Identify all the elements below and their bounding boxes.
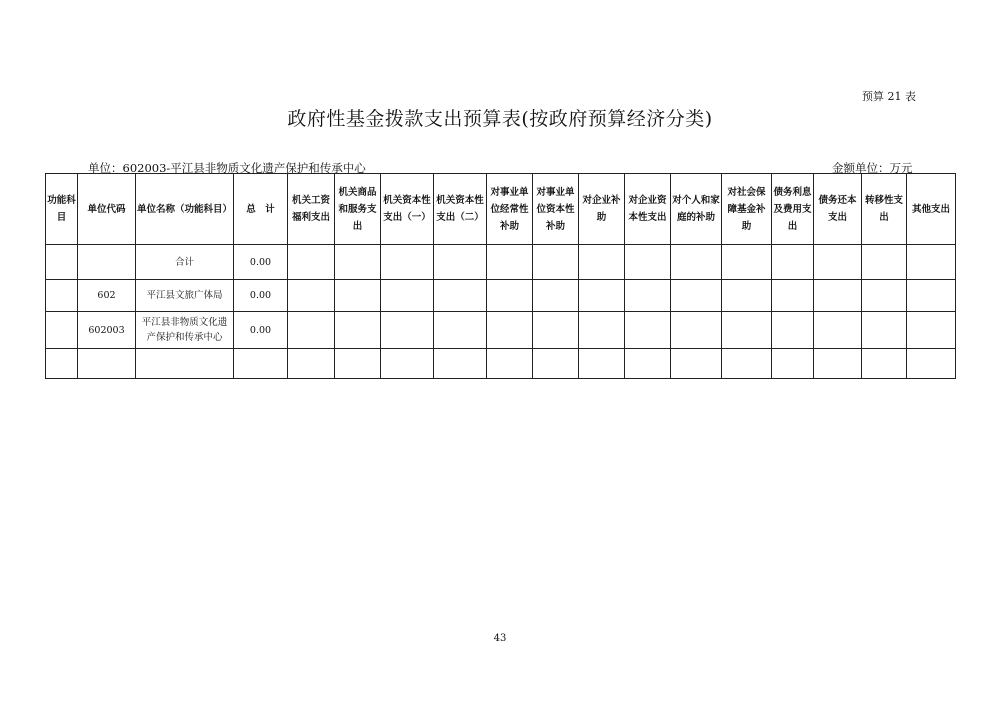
value-cell	[533, 245, 579, 280]
unit-name-cell: 合计	[136, 245, 234, 280]
unit-code-cell	[78, 349, 136, 379]
value-cell	[722, 245, 772, 280]
value-cell	[907, 245, 956, 280]
value-cell	[862, 245, 907, 280]
value-cell	[814, 280, 862, 312]
column-header: 转移性支出	[862, 174, 907, 245]
column-header: 机关商品和服务支出	[335, 174, 381, 245]
value-cell	[907, 349, 956, 379]
column-header: 单位代码	[78, 174, 136, 245]
value-cell	[907, 280, 956, 312]
table-row	[46, 349, 956, 379]
function-subject-cell	[46, 280, 78, 312]
value-cell	[862, 349, 907, 379]
page-title: 政府性基金拨款支出预算表(按政府预算经济分类)	[287, 108, 713, 130]
value-cell	[434, 280, 487, 312]
value-cell	[487, 349, 533, 379]
column-header: 对事业单位经常性补助	[487, 174, 533, 245]
column-header: 总 计	[234, 174, 288, 245]
value-cell	[288, 280, 335, 312]
value-cell	[487, 245, 533, 280]
column-header: 机关工资福利支出	[288, 174, 335, 245]
value-cell	[772, 349, 814, 379]
unit-name-cell: 平江县非物质文化遗产保护和传承中心	[136, 312, 234, 349]
column-header: 单位名称（功能科目）	[136, 174, 234, 245]
value-cell	[434, 245, 487, 280]
column-header: 对事业单位资本性补助	[533, 174, 579, 245]
value-cell	[533, 280, 579, 312]
header-row	[46, 174, 956, 245]
value-cell	[722, 280, 772, 312]
value-cell	[579, 312, 625, 349]
total-cell: 0.00	[234, 312, 288, 349]
function-subject-cell	[46, 245, 78, 280]
value-cell	[814, 245, 862, 280]
column-header: 债务利息及费用支出	[772, 174, 814, 245]
column-header: 其他支出	[907, 174, 956, 245]
total-cell	[234, 349, 288, 379]
unit-name-cell: 平江县文旅广体局	[136, 280, 234, 312]
column-header: 对企业资本性支出	[625, 174, 671, 245]
value-cell	[381, 280, 434, 312]
value-cell	[722, 312, 772, 349]
value-cell	[625, 312, 671, 349]
column-header: 债务还本支出	[814, 174, 862, 245]
value-cell	[335, 280, 381, 312]
value-cell	[487, 280, 533, 312]
value-cell	[579, 245, 625, 280]
value-cell	[862, 312, 907, 349]
function-subject-cell	[46, 312, 78, 349]
value-cell	[288, 245, 335, 280]
unit-code-cell: 602	[78, 280, 136, 312]
value-cell	[814, 349, 862, 379]
column-header: 机关资本性支出（一）	[381, 174, 434, 245]
value-cell	[907, 312, 956, 349]
value-cell	[434, 312, 487, 349]
column-header: 对社会保障基金补助	[722, 174, 772, 245]
table-row	[46, 245, 956, 280]
column-header: 机关资本性支出（二）	[434, 174, 487, 245]
value-cell	[671, 280, 722, 312]
value-cell	[533, 349, 579, 379]
value-cell	[335, 312, 381, 349]
value-cell	[288, 349, 335, 379]
value-cell	[533, 312, 579, 349]
total-cell: 0.00	[234, 245, 288, 280]
column-header: 对企业补助	[579, 174, 625, 245]
value-cell	[288, 312, 335, 349]
value-cell	[381, 312, 434, 349]
value-cell	[335, 245, 381, 280]
value-cell	[862, 280, 907, 312]
value-cell	[814, 312, 862, 349]
value-cell	[625, 280, 671, 312]
table-row	[46, 280, 956, 312]
value-cell	[335, 349, 381, 379]
value-cell	[772, 280, 814, 312]
value-cell	[625, 245, 671, 280]
value-cell	[671, 245, 722, 280]
column-header: 功能科目	[46, 174, 78, 245]
value-cell	[625, 349, 671, 379]
value-cell	[579, 280, 625, 312]
unit-name-cell	[136, 349, 234, 379]
value-cell	[671, 349, 722, 379]
unit-label: 单位：602003-平江县非物质文化遗产保护和传承中心	[88, 161, 366, 175]
value-cell	[381, 245, 434, 280]
value-cell	[487, 312, 533, 349]
function-subject-cell	[46, 349, 78, 379]
page-number: 43	[493, 633, 507, 644]
table-number: 预算 21 表	[862, 90, 916, 103]
value-cell	[722, 349, 772, 379]
value-cell	[579, 349, 625, 379]
value-cell	[772, 312, 814, 349]
value-cell	[772, 245, 814, 280]
column-header: 对个人和家庭的补助	[671, 174, 722, 245]
amount-unit-label: 金额单位：万元	[832, 161, 913, 175]
value-cell	[434, 349, 487, 379]
value-cell	[671, 312, 722, 349]
unit-code-cell	[78, 245, 136, 280]
value-cell	[381, 349, 434, 379]
unit-code-cell: 602003	[78, 312, 136, 349]
total-cell: 0.00	[234, 280, 288, 312]
budget-table	[45, 173, 956, 379]
table-row	[46, 312, 956, 349]
